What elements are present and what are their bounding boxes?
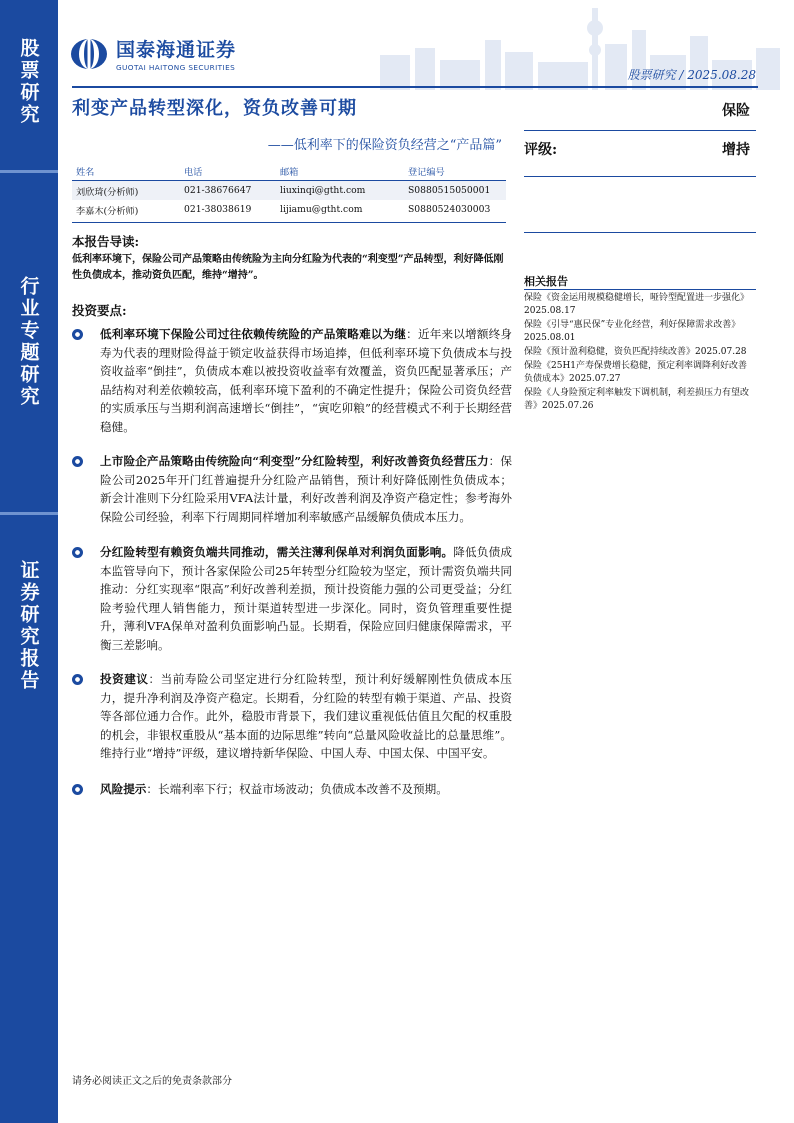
divider (524, 232, 756, 233)
authors-table (72, 162, 506, 219)
point-item (72, 452, 512, 526)
author-name: 李嘉木(分析师) (76, 205, 139, 217)
author-phone: 021-38676647 (180, 181, 276, 201)
sidebar-tab-label: 证券研究报告 (17, 560, 40, 692)
report-subtitle: ——低利率下的保险资负经营之“产品篇” (267, 138, 502, 153)
sidebar-divider (0, 170, 58, 173)
footer-disclaimer: 请务必阅读正文之后的免责条款部分 (72, 1076, 232, 1087)
column-header: 登记编号 (404, 162, 506, 181)
divider (524, 130, 756, 131)
point-head: 低利率环境下保险公司过往依赖传统险的产品策略难以为继 (100, 327, 407, 341)
point-head: 上市险企产品策略由传统险向“利变型”分红险转型，利好改善资负经营压力 (100, 454, 489, 468)
point-body: ：近年来以增额终身寿为代表的理财险得益于锁定收益获得市场追捧，但低利率环境下负债成本与投资收益率“倒挂”，负债成本难以被投资收益率有效覆盖，资负匹配显著承压；产品结构对利差依赖较高，低利率环境下盈利的不确定性提升；保险公司资负经营的实质承压与当期利润高速增长“倒挂”，“寅吃卯粮”的经营模式不利于长期经营稳健。 (100, 327, 512, 434)
related-item[interactable]: 保险《人身险预定利率触发下调机制，利差损压力有望改善》2025.07.26 (524, 388, 750, 411)
divider (524, 176, 756, 177)
industry-label: 保险 (722, 103, 750, 119)
guide-text: 低利率环境下，保险公司产品策略由传统险为主向分红险为代表的“利变型”产品转型，利好降低刚性负债成本，推动资负匹配，维持“增持”。 (72, 254, 504, 281)
point-item (72, 325, 512, 437)
point-body: ：当前寿险公司坚定进行分红险转型，预计利好缓解刚性负债成本压力，提升净利润及净资产稳定。长期看，分红险的转型有赖于渠道、产品、投资等各部位通力合作。此外，稳股市背景下，我们建议重视低估值且欠配的权重股的机会，非银权重股从“基本面的边际思维”转向“总量风险收益比的总量思维”。维持行业“增持”评级，建议增持新华保险、中国人寿、中国太保、中国平安。 (100, 672, 512, 761)
table-header-row (72, 162, 506, 181)
points-title: 投资要点: (72, 303, 127, 318)
sidebar-tab-securities-report (0, 560, 58, 692)
related-item[interactable]: 保险《引导“惠民保”专业化经营，利好保障需求改善》2025.08.01 (524, 320, 741, 343)
point-body: ：保险公司2025年开门红普遍提升分红险产品销售，预计利好降低刚性负债成本；新会计准则下分红险采用VFA法计量，利好改善利润及净资产稳定性；参考海外保险公司经验，利率下行周期同样增加利率敏感产品缓解负债成本压力。 (100, 454, 512, 524)
sidebar-tab-label: 股票研究 (17, 38, 40, 126)
related-item[interactable]: 保险《25H1产寿保费增长稳健，预定利率调降利好改善负债成本》2025.07.27 (524, 361, 748, 384)
rating-label: 评级: (524, 142, 558, 158)
rating-value: 增持 (722, 142, 750, 158)
author-email: lijiamu@gtht.com (280, 204, 363, 215)
column-header: 姓名 (72, 162, 180, 181)
table-row (72, 181, 506, 201)
bullet-circle-icon (72, 547, 83, 558)
author-reg-no: S0880524030003 (408, 204, 491, 215)
author-email: liuxinqi@gtht.com (276, 181, 404, 201)
sidebar-tab-label: 行业专题研究 (17, 276, 40, 408)
bullet-circle-icon (72, 784, 83, 795)
column-header: 邮箱 (276, 162, 404, 181)
column-header: 电话 (180, 162, 276, 181)
header-rule (72, 86, 758, 88)
bullet-circle-icon (72, 674, 83, 685)
bullet-circle-icon (72, 456, 83, 467)
table-row (72, 200, 506, 219)
sidebar-divider (0, 512, 58, 515)
point-head: 分红险转型有赖资负端共同推动，需关注薄利保单对利润负面影响。 (100, 545, 454, 559)
related-item[interactable]: 保险《预计盈利稳健，资负匹配持续改善》2025.07.28 (524, 347, 747, 357)
author-reg-no: S0880515050001 (404, 181, 506, 201)
related-title: 相关报告 (524, 275, 568, 288)
author-name: 刘欣琦(分析师) (72, 181, 180, 201)
sidebar-tab-stock-research (0, 38, 58, 126)
point-item (72, 670, 512, 763)
header-meta: 股票研究 / 2025.08.28 (627, 68, 756, 82)
divider (524, 289, 756, 290)
point-head: 投资建议 (100, 672, 149, 686)
related-list (524, 292, 756, 414)
guide-title: 本报告导读: (72, 234, 140, 249)
related-item[interactable]: 保险《资金运用规模稳健增长，哑铃型配置进一步强化》2025.08.17 (524, 293, 750, 316)
logo-mark-icon (70, 38, 108, 70)
point-body: 降低负债成本监管导向下，预计各家保险公司25年转型分红险较为坚定，预计需资负端共同推动：分红实现率“限高”利好改善利差损，预计投资能力强的公司更受益；分红险考验代理人销售能力，预计渠道转型进一步深化。同时，资负管理重要性提升，薄利VFA保单对盈利负面影响凸显。长期看，保险应回归健康保障需求，平衡三差影响。 (100, 545, 512, 652)
divider (72, 222, 506, 223)
point-item (72, 543, 512, 655)
point-head: 风险提示 (100, 782, 147, 796)
sidebar-tab-industry-research (0, 276, 58, 408)
logo-text-cn: 国泰海通证券 (116, 39, 237, 61)
report-title: 利变产品转型深化，资负改善可期 (72, 98, 357, 119)
point-body: ：长端利率下行；权益市场波动；负债成本改善不及预期。 (146, 782, 448, 796)
bullet-circle-icon (72, 329, 83, 340)
author-phone: 021-38038619 (184, 204, 252, 215)
company-logo (70, 35, 236, 72)
logo-text-en: GUOTAI HAITONG SECURITIES (116, 63, 236, 72)
point-item (72, 780, 512, 799)
